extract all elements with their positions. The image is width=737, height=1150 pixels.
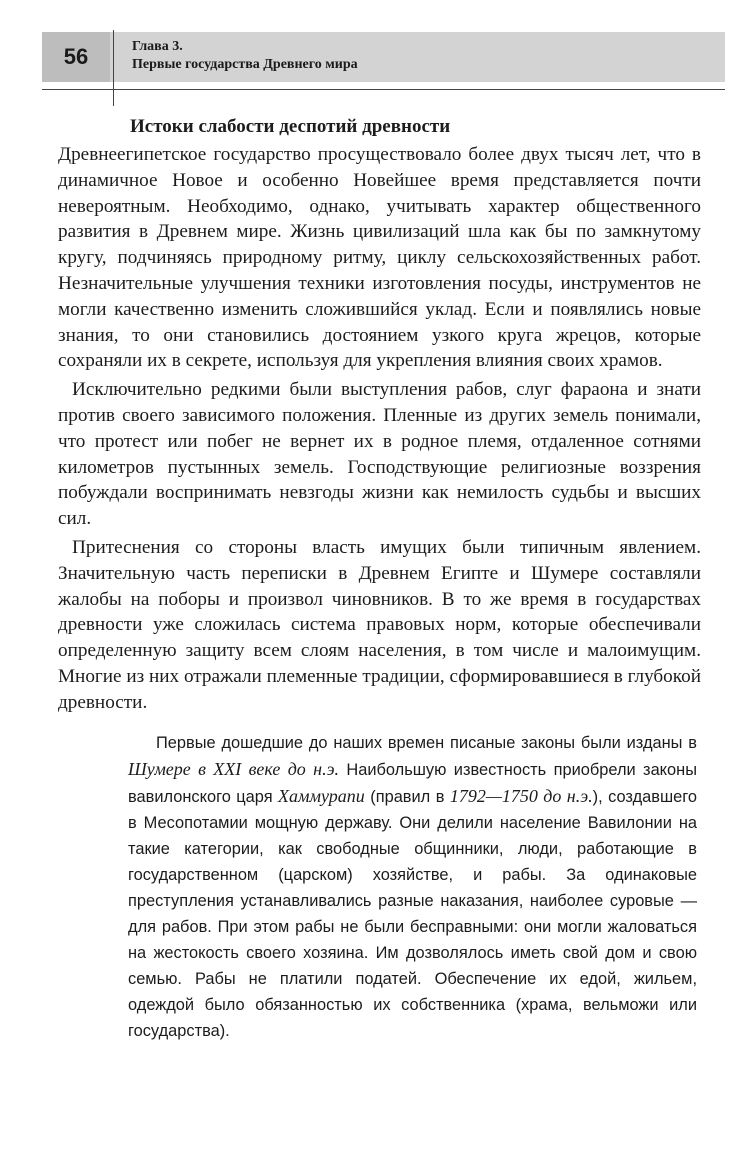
chapter-label: Глава 3. bbox=[132, 39, 183, 54]
paragraph: Исключительно редкими были выступления рабов, слуг фараона и знати против своего зависимого положения. Пленные из других земель понимали, что протест или побег не вернет их в родное племя, отдаленное сотнями километров пустынных земель. Господствующие религиозные воззрения побуждали воспринимать невзгоды жизни как немилость судьбы и высших сил. bbox=[58, 379, 701, 530]
note-text: Первые дошедшие до наших времен писаные законы были изданы в bbox=[156, 733, 697, 752]
note-emphasis: Хаммурапи bbox=[278, 785, 365, 806]
paragraph: Притеснения со стороны власть имущих были типичным явлением. Значительную часть переписки в Древнем Египте и Шумере составляли жалобы на поборы и произвол чиновников. В то же время в государствах древности уже сложилась система правовых норм, которые обеспечивали определенную защиту всем слоям населения, в том числе и малоимущим. Многие из них отражали племенные традиции, сформировавшиеся в глубокой древности. bbox=[58, 536, 701, 713]
note-emphasis: 1792—1750 до н.э. bbox=[449, 785, 593, 806]
header-divider-horizontal bbox=[42, 89, 725, 90]
note-text: Наибольшую известность приобрели законы вавилонского царя bbox=[128, 760, 697, 806]
note-text: (правил в bbox=[364, 787, 450, 806]
paragraph: Древнеегипетское государство просуществовало более двух тысяч лет, что в динамичное Новое и особенно Новейшее время представляется почти невероятным. Необходимо, однако, учитывать характер общественного развития в Древнем мире. Жизнь цивилизаций шла как бы по замкнутому кругу, подчиняясь природному ритму, циклу сельскохозяйственных работ. Незначительные улучшения техники изготовления посуды, инструментов не могли качественно изменить сложившийся уклад. Если и появлялись новые знания, то они становились достоянием узкого круга жрецов, которые сохраняли их в секрете, используя для укрепления влияния своих храмов. bbox=[58, 144, 701, 372]
section-heading: Истоки слабости деспотий древности bbox=[130, 116, 451, 137]
note-emphasis: Шумере в XXI веке до н.э. bbox=[128, 758, 340, 779]
chapter-title: Первые государства Древнего мира bbox=[132, 57, 358, 72]
page-body bbox=[58, 112, 701, 1044]
note-text: ), создавшего в Месопотамии мощную державу. Они делили население Вавилонии на такие категории, как свободные общинники, люди, работающие в государственном (царском) хозяйстве, и рабы. За одинаковые преступления устанавливались разные наказания, наиболее суровые — для рабов. При этом рабы не были бесправными: они могли жаловаться на жестокость своего хозяина. Им дозволялось иметь свой дом и свою семью. Рабы не платили податей. Обеспечение их едой, жильем, одеждой было обязанностью их собственника (храма, вельможи или государства). bbox=[128, 787, 697, 1040]
laws-note-block bbox=[128, 730, 697, 1044]
header-divider-vertical bbox=[113, 30, 114, 106]
page-number: 56 bbox=[42, 32, 110, 82]
